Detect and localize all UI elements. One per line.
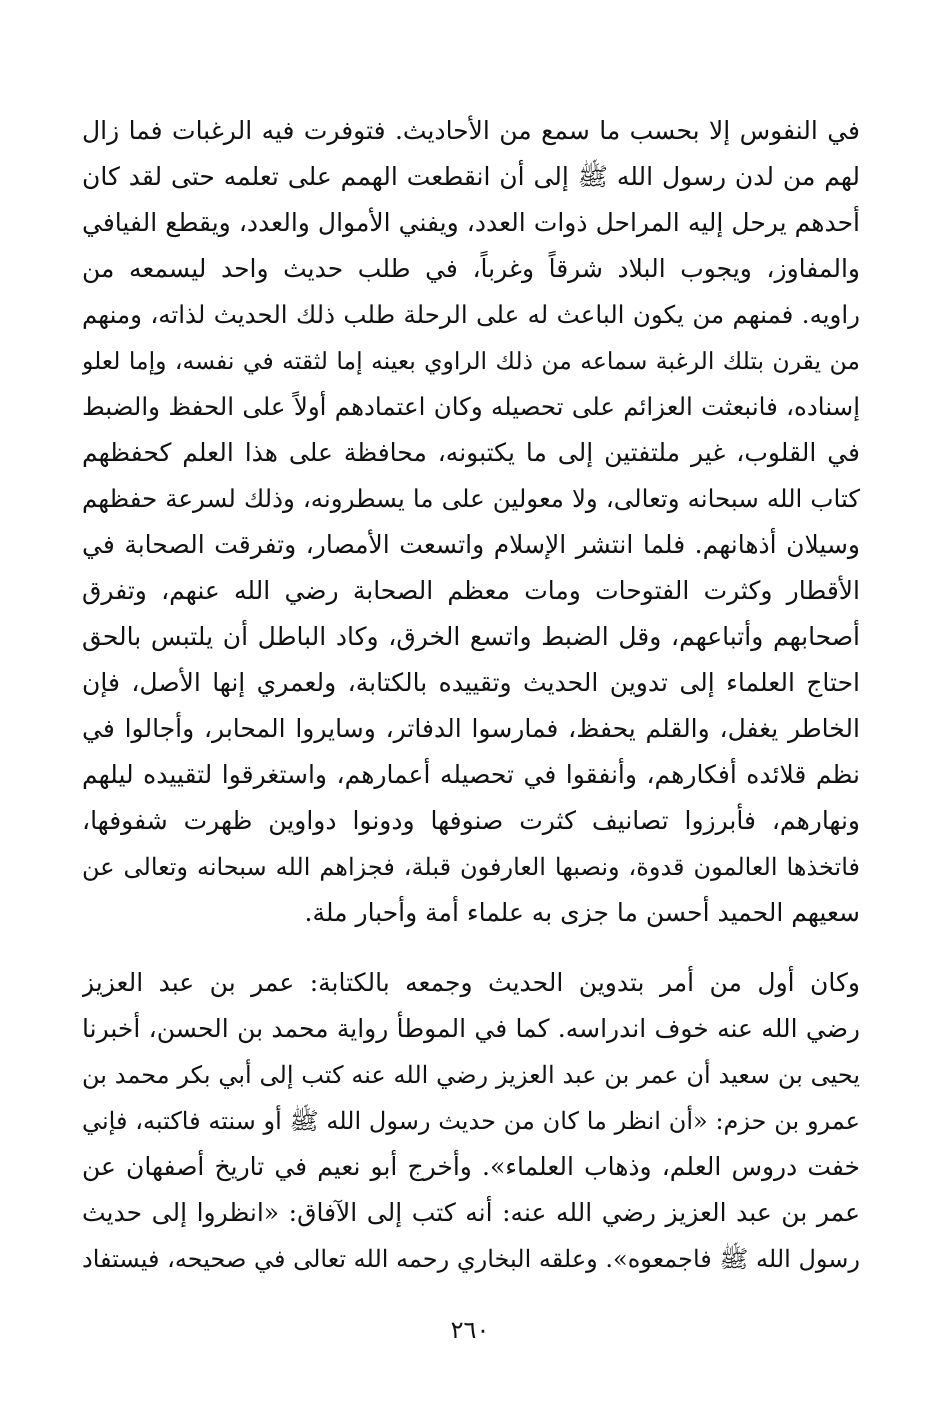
text-line: عمرو بن حزم: «أن انظر ما كان من حديث رسول الله ﷺ أو سنته فاكتبه، فإني [82, 1107, 860, 1135]
paragraph-2 [82, 960, 860, 1282]
text-line: احتاج العلماء إلى تدوين الحديث وتقييده بالكتابة، ولعمري إنها الأصل، فإن [82, 668, 860, 697]
text-line: رسول الله ﷺ فاجمعوه». وعلقه البخاري رحمه الله تعالى في صحيحه، فيستفاد [82, 1245, 860, 1273]
text-line: نظم قلائده أفكارهم، وأنفقوا في تحصيله أعمارهم، واستغرقوا لتقييده ليلهم [82, 760, 860, 789]
text-line: لهم من لدن رسول الله ﷺ إلى أن انقطعت الهمم على تعلمه حتى لقد كان [82, 162, 860, 191]
text-line: عمر بن عبد العزيز رضي الله عنه: أنه كتب إلى الآفاق: «انظروا إلى حديث [82, 1198, 860, 1227]
text-line: ونهارهم، فأبرزوا تصانيف كثرت صنوفها ودونوا دواوين ظهرت شفوفها، [82, 806, 860, 835]
text-line: رضي الله عنه خوف اندراسه. كما في الموطأ رواية محمد بن الحسن، أخبرنا [82, 1014, 860, 1043]
text-line: أصحابهم وأتباعهم، وقل الضبط واتسع الخرق، وكاد الباطل أن يلتبس بالحق [82, 622, 860, 651]
text-line: راويه. فمنهم من يكون الباعث له على الرحلة طلب ذلك الحديث لذاته، ومنهم [82, 300, 860, 329]
text-line: الأقطار وكثرت الفتوحات ومات معظم الصحابة رضي الله عنهم، وتفرق [82, 576, 860, 605]
text-line: في القلوب، غير ملتفتين إلى ما يكتبونه، محافظة على هذا العلم كحفظهم [82, 438, 860, 467]
text-line: يحيى بن سعيد أن عمر بن عبد العزيز رضي الله عنه كتب إلى أبي بكر محمد بن [82, 1061, 860, 1089]
paragraph-1 [82, 108, 860, 936]
text-line: إسناده، فانبعثت العزائم على تحصيله وكان اعتمادهم أولاً على الحفظ والضبط [82, 392, 860, 421]
text-line: فاتخذها العالمون قدوة، ونصبها العارفون قبلة، فجزاهم الله سبحانه وتعالى عن [82, 853, 860, 881]
text-line: الخاطر يغفل، والقلم يحفظ، فمارسوا الدفاتر، وسايروا المحابر، وأجالوا في [82, 714, 860, 743]
text-line: وسيلان أذهانهم. فلما انتشر الإسلام واتسعت الأمصار، وتفرقت الصحابة في [82, 530, 860, 559]
text-line: خفت دروس العلم، وذهاب العلماء». وأخرج أبو نعيم في تاريخ أصفهان عن [82, 1152, 860, 1181]
text-line: في النفوس إلا بحسب ما سمع من الأحاديث. فتوفرت فيه الرغبات فما زال [82, 116, 860, 145]
text-line: وكان أول من أمر بتدوين الحديث وجمعه بالكتابة: عمر بن عبد العزيز [82, 968, 860, 997]
text-line: من يقرن بتلك الرغبة سماعه من ذلك الراوي بعينه إما لثقته في نفسه، وإما لعلو [82, 347, 860, 375]
text-line: كتاب الله سبحانه وتعالى، ولا معولين على ما يسطرونه، وذلك لسرعة حفظهم [82, 484, 860, 513]
text-line: سعيهم الحميد أحسن ما جزى به علماء أمة وأحبار ملة. [304, 898, 860, 927]
page-number: ٢٦٠ [450, 1316, 490, 1344]
text-line: والمفاوز، ويجوب البلاد شرقاً وغرباً، في طلب حديث واحد ليسمعه من [82, 254, 860, 283]
text-line: أحدهم يرحل إليه المراحل ذوات العدد، ويفني الأموال والعدد، ويقطع الفيافي [82, 208, 860, 237]
